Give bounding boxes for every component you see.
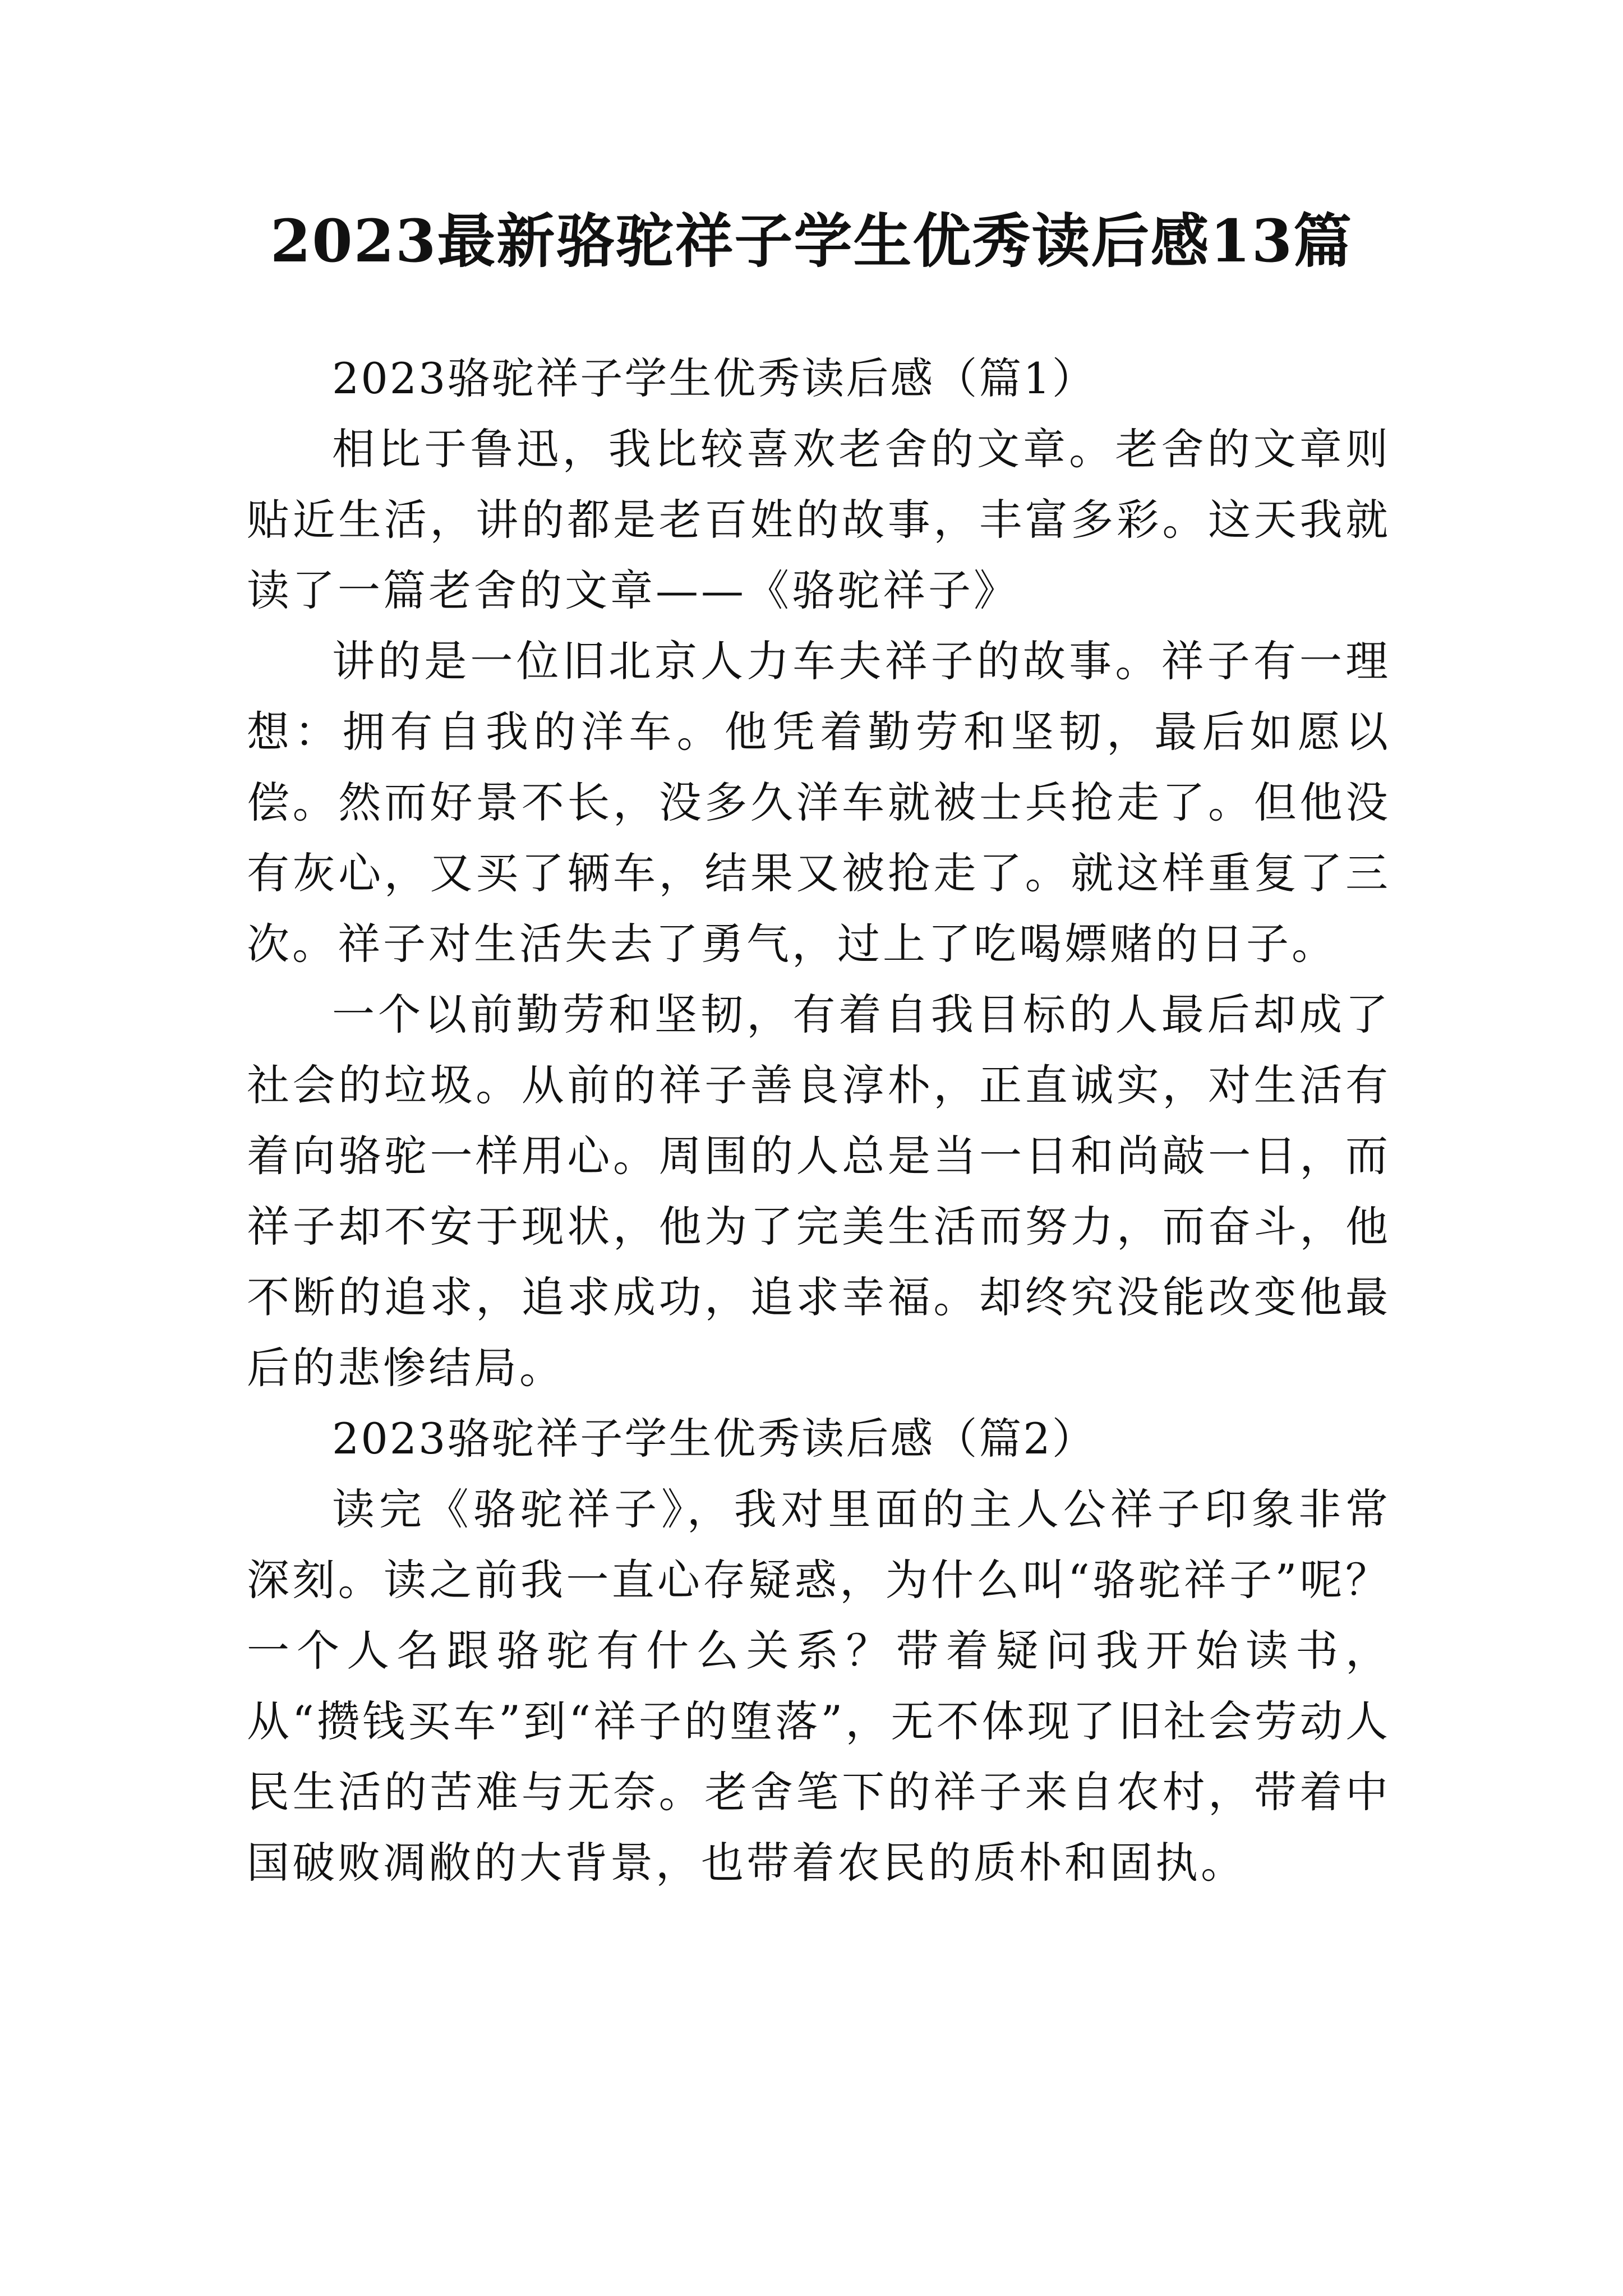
section-1-paragraph-1: 相比于鲁迅，我比较喜欢老舍的文章。老舍的文章则贴近生活，讲的都是老百姓的故事，丰富多彩。这天我就读了一篇老舍的文章——《骆驼祥子》	[247, 424, 1391, 615]
document-body	[247, 343, 1391, 1898]
section-2-paragraph-1: 读完《骆驼祥子》，我对里面的主人公祥子印象非常深刻。读之前我一直心存疑惑，为什么叫“骆驼祥子”呢？一个人名跟骆驼有什么关系？带着疑问我开始读书，从“攒钱买车”到“祥子的堕落”，无不体现了旧社会劳动人民生活的苦难与无奈。老舍笔下的祥子来自农村，带着中国破败凋敝的大背景，也带着农民的质朴和固执。	[247, 1484, 1391, 1888]
section-heading-2: 2023骆驼祥子学生优秀读后感（篇2）	[332, 1414, 1096, 1464]
section-heading-1: 2023骆驼祥子学生优秀读后感（篇1）	[332, 353, 1096, 403]
section-1-paragraph-3: 一个以前勤劳和坚韧，有着自我目标的人最后却成了社会的垃圾。从前的祥子善良淳朴，正直诚实，对生活有着向骆驼一样用心。周围的人总是当一日和尚敲一日，而祥子却不安于现状，他为了完美生活而努力，而奋斗，他不断的追求，追求成功，追求幸福。却终究没能改变他最后的悲惨结局。	[247, 990, 1391, 1393]
document-title: 2023最新骆驼祥子学生优秀读后感13篇	[270, 206, 1353, 275]
section-1-paragraph-2: 讲的是一位旧北京人力车夫祥子的故事。祥子有一理想：拥有自我的洋车。他凭着勤劳和坚韧，最后如愿以偿。然而好景不长，没多久洋车就被士兵抢走了。但他没有灰心，又买了辆车，结果又被抢走了。就这样重复了三次。祥子对生活失去了勇气，过上了吃喝嫖赌的日子。	[247, 636, 1391, 969]
